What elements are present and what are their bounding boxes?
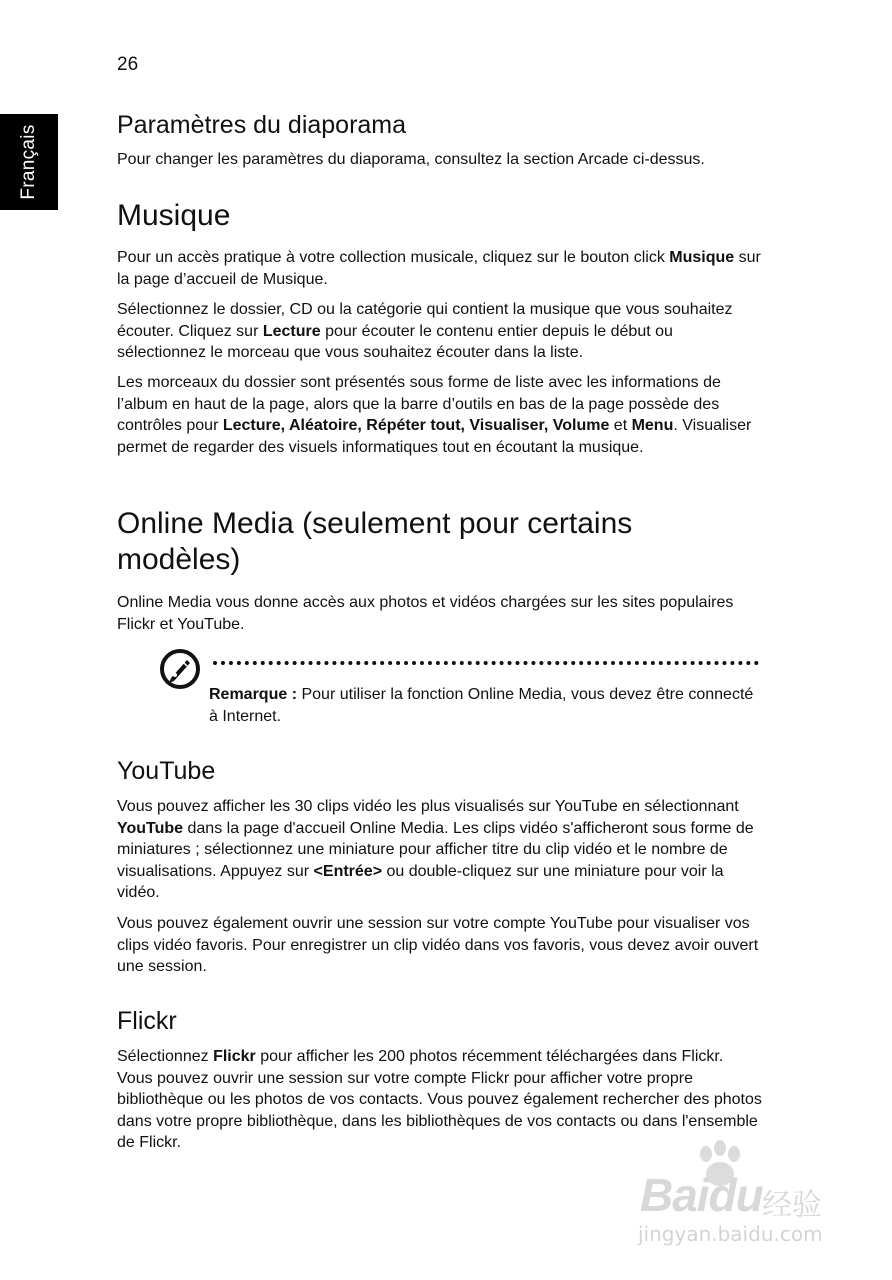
watermark-brand-cn: 经验 [762,1188,822,1223]
online-media-heading: Online Media (seulement pour certains modèles) [117,507,633,576]
slideshow-settings-paragraph: Pour changer les paramètres du diaporama, consultez la section Arcade ci-dessus. [117,151,705,168]
baidu-watermark [630,1140,850,1250]
enter-key-term: <Entrée> [313,862,383,880]
flickr-paragraph: Sélectionnez Flickr pour afficher les 200 photos récemment téléchargées dans Flickr. Vous pouvez ouvrir une session sur votre compte Flickr pour afficher votre propre bibliothèque ou les photos de vos contacts. Vous pouvez également rechercher des photos dans votre propre bibliothèque, dans les bibliothèques de vos contacts ou dans l'ensemble de Flickr. [117,1048,762,1151]
lecture-term: Lecture [262,322,321,340]
controls-terms: Lecture, Aléatoire, Répéter tout, Visualiser, Volume [222,417,610,434]
note-label: Remarque : [209,686,298,703]
note-text: Remarque : Pour utiliser la fonction Online Media, vous devez être connecté à Internet. [209,686,754,725]
watermark-brand: Baidu [640,1169,763,1221]
note-dotted-divider [213,661,759,665]
page-number: 26 [117,54,139,75]
online-media-paragraph: Online Media vous donne accès aux photos et vidéos chargées sur les sites populaires Flickr et YouTube. [117,594,734,633]
youtube-paragraph-2: Vous pouvez également ouvrir une session sur votre compte YouTube pour visualiser vos clips vidéo favoris. Pour enregistrer un clip vidéo dans vos favoris, vous devez avoir ouvert une session. [117,915,759,975]
flickr-heading: Flickr [117,1007,177,1035]
note-pen-icon [159,648,201,690]
menu-term: Menu [631,417,674,434]
music-paragraph-2: Sélectionnez le dossier, CD ou la catégorie qui contient la musique que vous souhaitez écouter. Cliquez sur Lecture pour écouter le contenu entier depuis le début ou sélectionnez le morceau que vous souhaitez écouter dans la liste. [117,301,733,361]
language-label: Français [18,124,39,200]
slideshow-settings-heading: Paramètres du diaporama [117,111,407,139]
youtube-term: YouTube [117,819,184,837]
youtube-heading: YouTube [117,757,216,785]
note-box [159,648,759,732]
music-paragraph-1: Pour un accès pratique à votre collection musicale, cliquez sur le bouton click Musique sur la page d’accueil de Musique. [117,249,761,288]
flickr-term: Flickr [213,1048,256,1065]
language-side-tab [0,114,58,210]
watermark-url: jingyan.baidu.com [638,1222,823,1246]
music-paragraph-3: Les morceaux du dossier sont présentés sous forme de liste avec les informations de l’album en haut de la page, alors que la barre d’outils en bas de la page possède des contrôles pour Lecture, Aléatoire, Répéter tout, Visualiser, Volume et Menu. Visualiser permet de regarder des visuels informatiques tout en écoutant la musique. [117,374,752,456]
youtube-paragraph-1: Vous pouvez afficher les 30 clips vidéo les plus visualisés sur YouTube en sélectionnant YouTube dans la page d'accueil Online Media. Les clips vidéo s'afficheront sous forme de miniatures ; sélectionnez une miniature pour afficher titre du clip vidéo et le nombre de visualisations. Appuyez sur <Entrée> ou double-cliquez sur une miniature pour voir la vidéo. [117,798,754,901]
music-term: Musique [669,249,735,266]
music-heading: Musique [117,199,231,232]
